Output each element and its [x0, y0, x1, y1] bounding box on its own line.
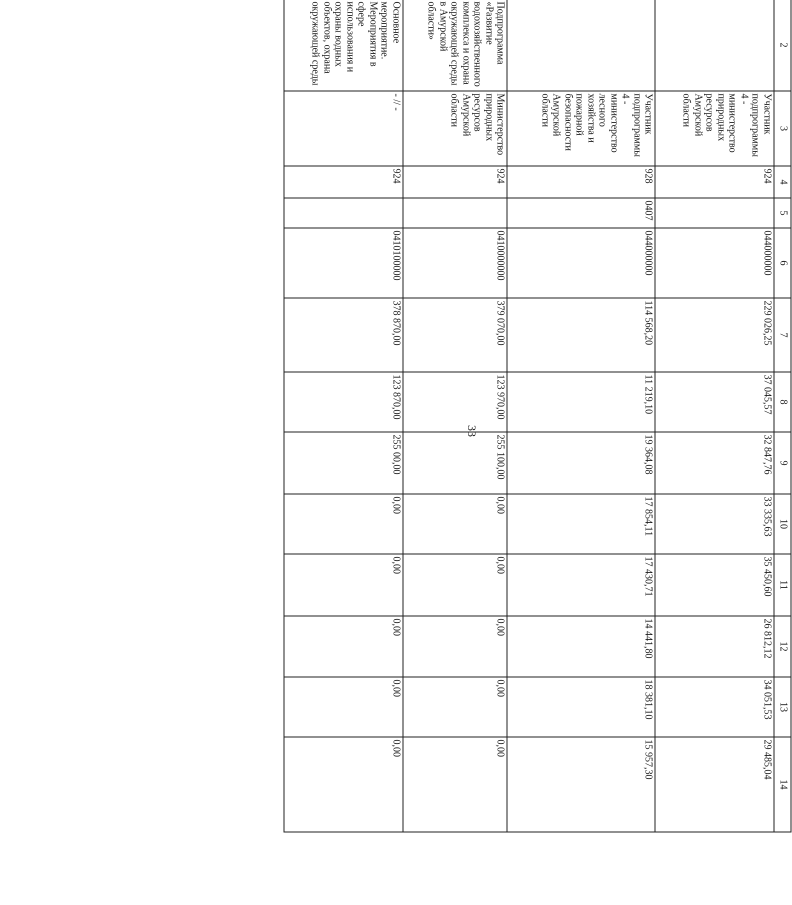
cell-grbs: 924	[284, 166, 403, 198]
cell-rzpr	[403, 198, 508, 228]
cell-year: 0,00	[284, 554, 403, 616]
cell-year: 18 381,10	[507, 677, 655, 737]
col-header: 9	[774, 432, 791, 494]
cell-year: 26 812,12	[655, 616, 774, 677]
cell-year: 17 854,11	[507, 494, 655, 554]
col-header: 2	[774, 0, 791, 91]
cell-year: 34 051,53	[655, 677, 774, 737]
cell-executor: Министерство природных ресурсов Амурской области	[403, 91, 508, 166]
table-row	[284, 0, 403, 832]
cell-year: 0,00	[284, 737, 403, 832]
cell-year: 17 430,71	[507, 554, 655, 616]
cell-executor: Участник подпрограммы 4 - министерство природных ресурсов Амурской области	[655, 91, 774, 166]
cell-year: 0,00	[403, 554, 508, 616]
cell-year: 0,00	[284, 494, 403, 554]
cell-year: 35 450,60	[655, 554, 774, 616]
cell-year: 32 847,76	[655, 432, 774, 494]
cell-total: 379 070,00	[403, 298, 508, 372]
cell-year: 19 364,08	[507, 432, 655, 494]
col-header: 5	[774, 198, 791, 228]
col-header: 4	[774, 166, 791, 198]
col-header: 11	[774, 554, 791, 616]
cell-year: 37 045,57	[655, 372, 774, 432]
cell-year: 33 335,63	[655, 494, 774, 554]
cell-total: 378 870,00	[284, 298, 403, 372]
cell-year: 14 441,80	[507, 616, 655, 677]
cell-executor: Участник подпрограммы 4 - министерство лесного хозяйства и пожарной безопасности Амурской области	[507, 91, 655, 166]
cell-grbs: 924	[403, 166, 508, 198]
cell-year: 0,00	[403, 677, 508, 737]
cell-year: 123 970,00	[403, 372, 508, 432]
col-header: 12	[774, 616, 791, 677]
rotated-table-container	[284, 0, 792, 832]
cell-year: 0,00	[284, 616, 403, 677]
table-row	[507, 0, 655, 832]
col-header: 14	[774, 737, 791, 832]
cell-year: 0,00	[403, 737, 508, 832]
col-header: 7	[774, 298, 791, 372]
cell-year: 0,00	[403, 494, 508, 554]
budget-table	[284, 0, 792, 833]
header-row	[774, 0, 791, 832]
cell-program: Подпрограмма «Развитие водохозяйственного комплекса и охрана окружающей среды в Амурской области»	[403, 0, 508, 91]
cell-grbs: 924	[655, 166, 774, 198]
col-header: 13	[774, 677, 791, 737]
cell-year: 11 219,10	[507, 372, 655, 432]
cell-year: 255 100,00	[403, 432, 508, 494]
cell-rzpr	[284, 198, 403, 228]
cell-program	[507, 0, 655, 91]
col-header: 3	[774, 91, 791, 166]
table-row	[655, 0, 774, 832]
cell-csr: 044000000	[655, 228, 774, 298]
cell-year: 29 485,04	[655, 737, 774, 832]
table-row	[403, 0, 508, 832]
cell-year: 15 957,30	[507, 737, 655, 832]
cell-total: 114 568,20	[507, 298, 655, 372]
page-number: 33	[465, 425, 479, 437]
cell-rzpr: 0407	[507, 198, 655, 228]
cell-rzpr	[655, 198, 774, 228]
cell-executor: - // -	[284, 91, 403, 166]
cell-year: 0,00	[284, 677, 403, 737]
cell-total: 229 026,25	[655, 298, 774, 372]
col-header: 8	[774, 372, 791, 432]
cell-csr: 0410000000	[403, 228, 508, 298]
cell-grbs: 928	[507, 166, 655, 198]
cell-csr: 044000000	[507, 228, 655, 298]
cell-program	[655, 0, 774, 91]
cell-year: 255 00,00	[284, 432, 403, 494]
cell-program: Основное мероприятие. Мероприятия в сфере использования и охраны водных объектов, охрана окружающей среды	[284, 0, 403, 91]
col-header: 6	[774, 228, 791, 298]
cell-csr: 0410100000	[284, 228, 403, 298]
cell-year: 0,00	[403, 616, 508, 677]
cell-year: 123 870,00	[284, 372, 403, 432]
col-header: 10	[774, 494, 791, 554]
